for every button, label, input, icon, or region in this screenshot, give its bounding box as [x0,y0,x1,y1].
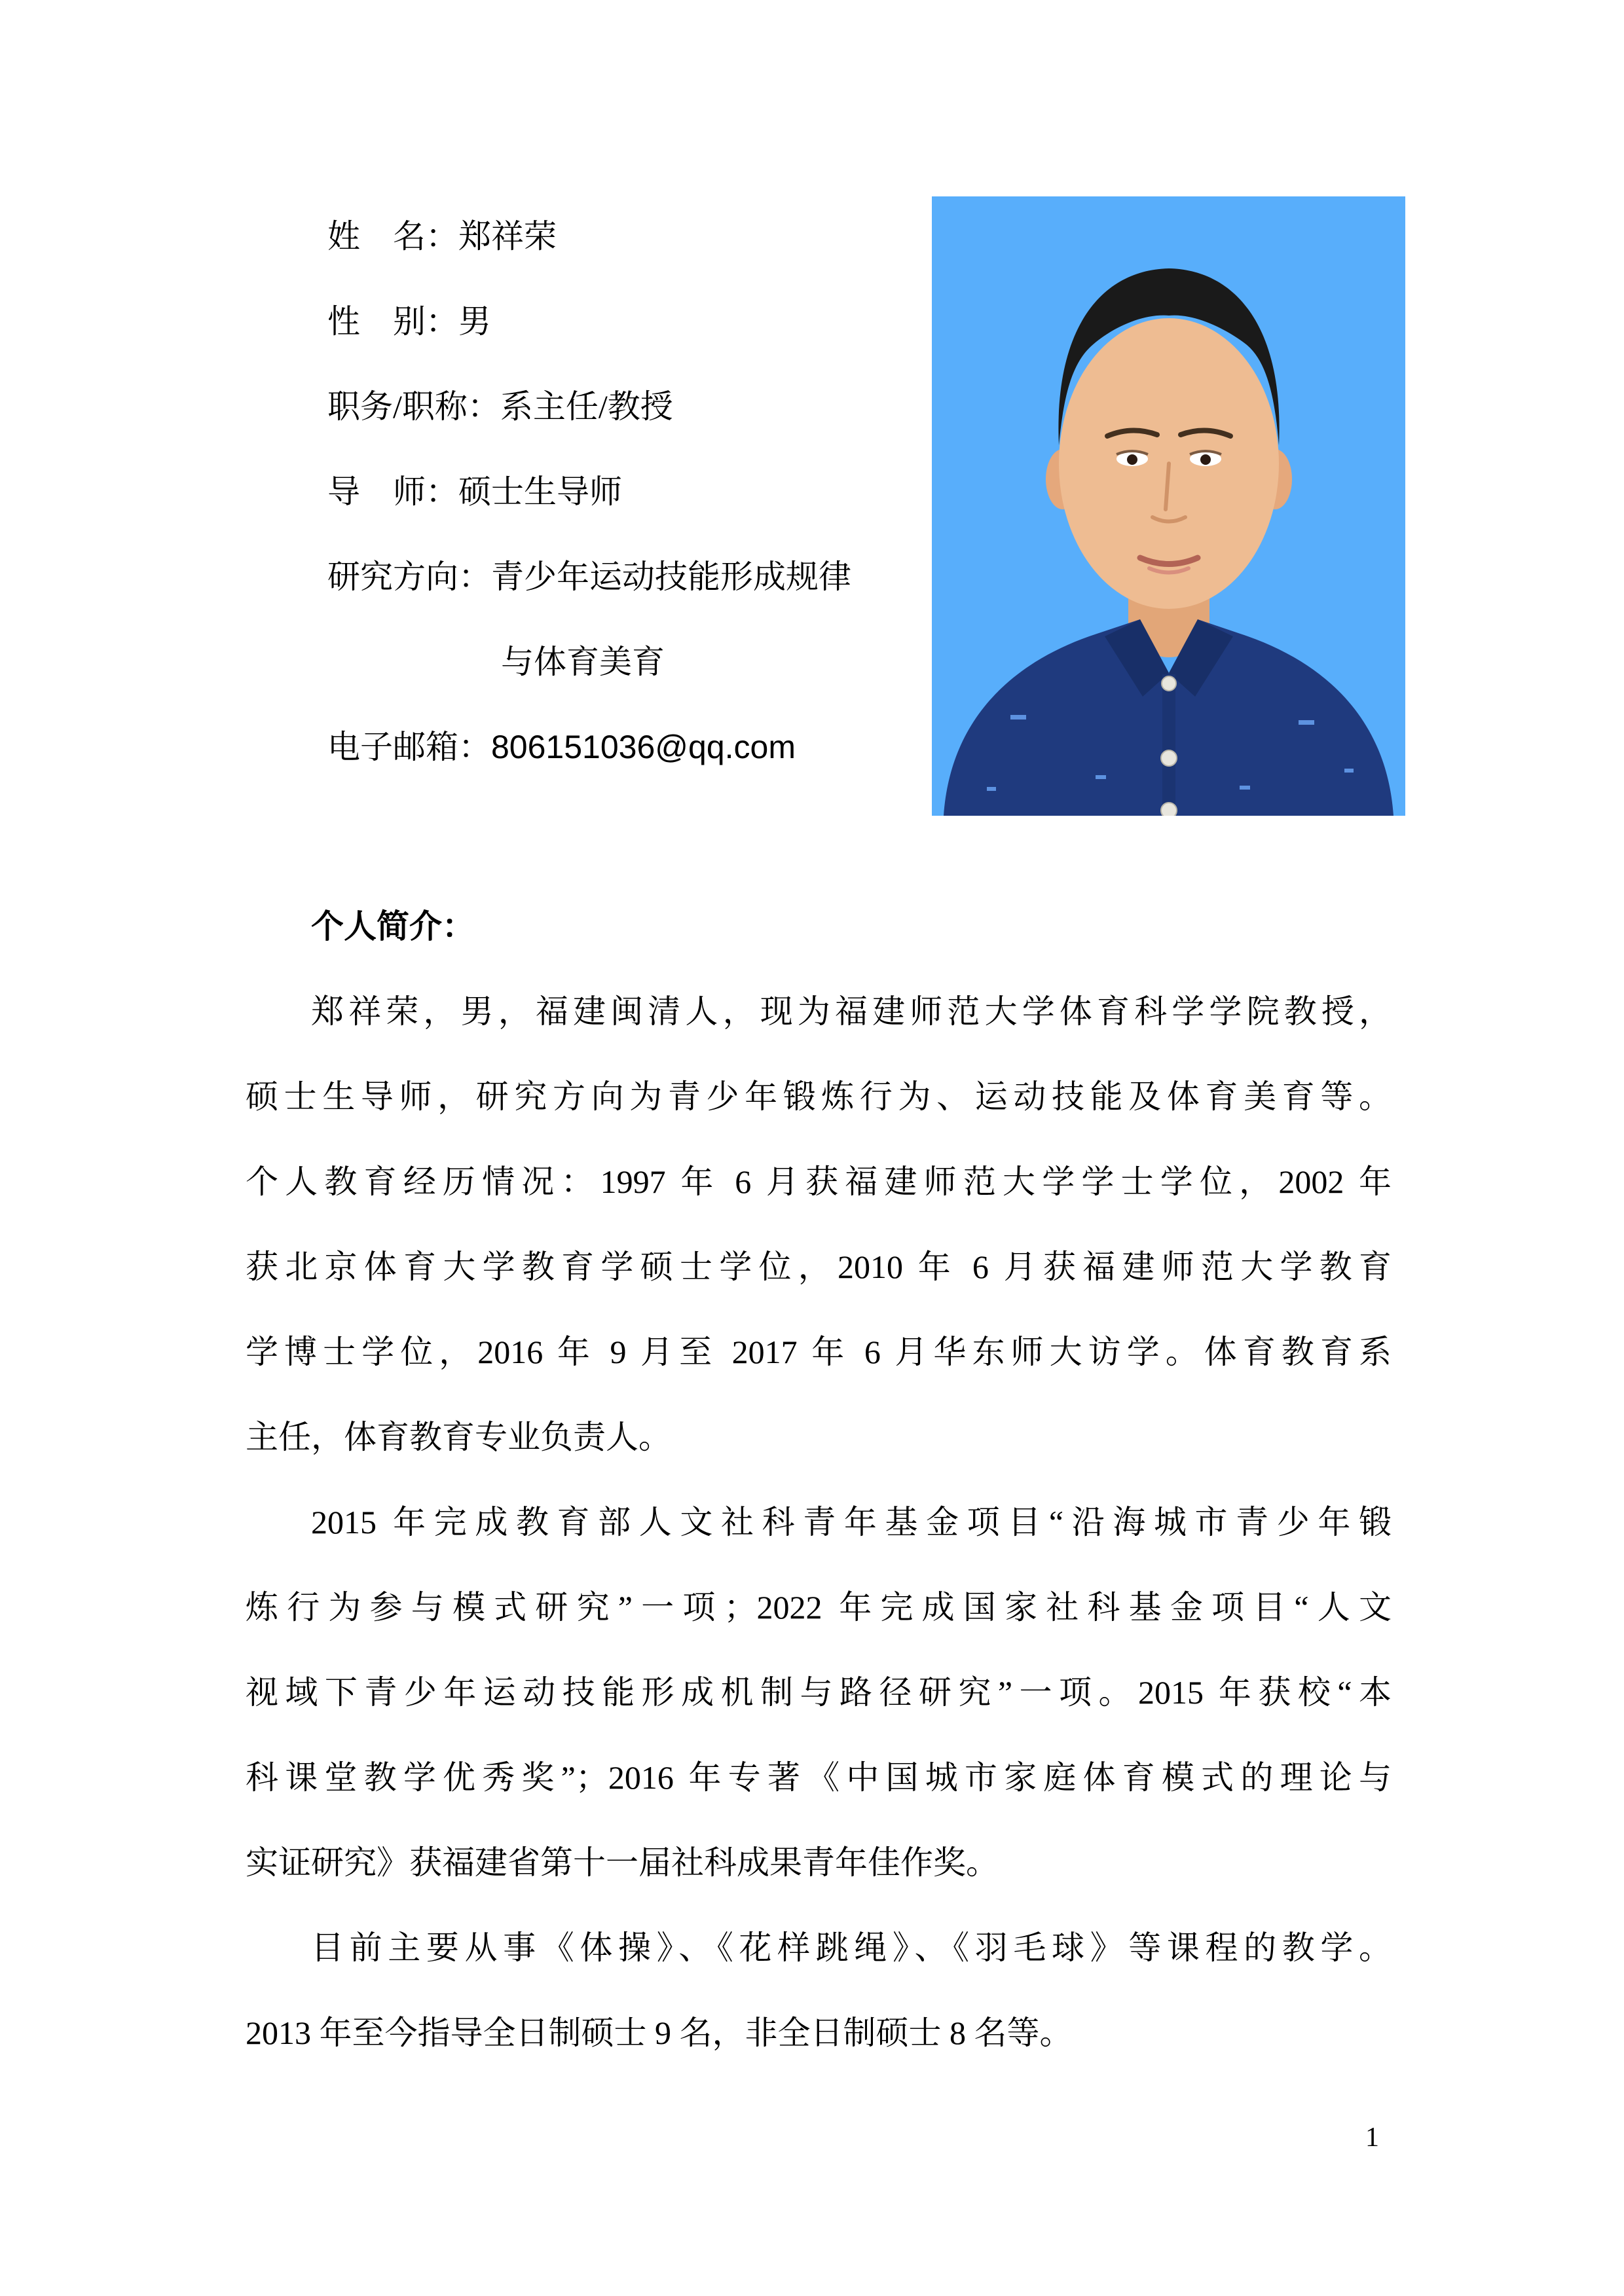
portrait-photo-image [932,196,1405,816]
info-value: 硕士生导师 [458,473,622,510]
info-label: 职务/职称： [327,388,500,425]
info-field-row-title [327,364,851,449]
info-label: 研究方向： [327,558,491,595]
info-section [327,194,851,790]
info-label: 姓 名： [327,218,458,255]
info-value: 郑祥荣 [458,218,557,255]
info-value: 男 [458,303,491,340]
info-label: 电子邮箱： [327,729,491,765]
info-value: 与体育美育 [501,644,665,680]
profile-line: 个人教育经历情况：1997 年 6 月获福建师范大学学士学位，2002 年 [246,1163,1392,1200]
info-label: 性 别： [327,303,458,340]
info-field-row-email [327,704,851,790]
info-value: 系主任/教授 [500,388,673,425]
profile-line: 炼行为参与模式研究”一项；2022 年完成国家社科基金项目“人文 [246,1589,1392,1626]
profile-line: 获北京体育大学教育学硕士学位，2010 年 6 月获福建师范大学教育 [246,1248,1392,1285]
profile-line: 实证研究》获福建省第十一届社科成果青年佳作奖。 [246,1844,999,1881]
info-field-row-supervisor [327,449,851,534]
profile-line: 主任，体育教育专业负责人。 [246,1419,671,1455]
profile-line: 科课堂教学优秀奖”；2016 年专著《中国城市家庭体育模式的理论与 [246,1759,1392,1796]
portrait-photo [932,196,1405,816]
profile-line: 2013 年至今指导全日制硕士 9 名，非全日制硕士 8 名等。 [246,2014,1073,2051]
profile-section [246,884,1392,2075]
profile-line: 郑祥荣，男，福建闽清人，现为福建师范大学体育科学学院教授， [311,993,1392,1030]
info-value: 青少年运动技能形成规律 [491,558,851,595]
profile-line: 硕士生导师，研究方向为青少年锻炼行为、运动技能及体育美育等。 [246,1078,1392,1115]
info-field-row-gender [327,279,851,364]
profile-line: 2015 年完成教育部人文社科青年基金项目“沿海城市青少年锻 [311,1504,1392,1540]
profile-line: 视域下青少年运动技能形成机制与路径研究”一项。2015 年获校“本 [246,1674,1392,1711]
info-value-email: 806151036@qq.com [491,729,796,765]
info-field-row-name [327,194,851,279]
info-field-row-research-cont [327,619,851,704]
profile-line: 学博士学位，2016 年 9 月至 2017 年 6 月华东师大访学。体育教育系 [246,1334,1392,1370]
profile-line: 目前主要从事《体操》、《花样跳绳》、《羽毛球》等课程的教学。 [311,1929,1392,1966]
profile-heading: 个人简介： [311,908,475,945]
info-field-row-research [327,534,851,619]
page-number: 1 [1365,2123,1379,2153]
info-label: 导 师： [327,473,458,510]
